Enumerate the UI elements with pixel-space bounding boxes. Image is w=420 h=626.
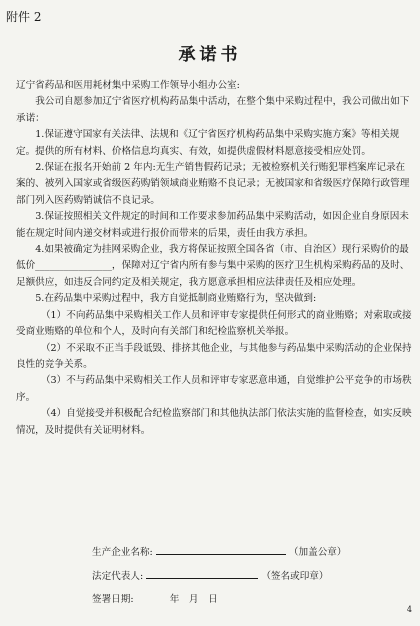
representative-field[interactable] <box>146 567 258 579</box>
commitment-5: 5.在药品集中采购过程中，我方自觉抵制商业贿赂行为，坚决做到: <box>35 293 317 305</box>
date-line <box>92 591 218 605</box>
representative-note: （签名或印章） <box>261 571 329 582</box>
company-label: 生产企业名称: <box>92 547 153 558</box>
commitment-4: 4.如果被确定为挂网采购企业，我方将保证按照全国各省（市、自治区）现行采购价的最低价________________，保障对辽宁省内所有参与集中采购的医疗卫生机构采购药品的及时、足额供应，如违反合同约定及相关规定，我方愿意承担相应法律责任及相应处理。 <box>16 244 410 288</box>
commitment-1: 1.保证遵守国家有关法律、法规和《辽宁省医疗机构药品集中采购实施方案》等相关规定。提供的所有材料、价格信息均真实、有效，如提供虚假材料愿意接受相应处罚。 <box>16 129 400 157</box>
document-body <box>16 78 412 439</box>
document-title: 承诺书 <box>178 45 242 65</box>
recipient-line: 辽宁省药品和医用耗材集中采购工作领导小组办公室: <box>16 80 240 91</box>
company-seal-note: （加盖公章） <box>288 547 347 558</box>
company-signature-line <box>92 543 346 558</box>
sub-item-3: （3）不与药品集中采购相关工作人员和评审专家恶意串通，自觉维护公平竞争的市场秩序。 <box>16 375 412 403</box>
date-label: 签署日期: <box>92 594 134 605</box>
representative-label: 法定代表人: <box>92 571 144 582</box>
attachment-label: 附件 2 <box>6 10 42 24</box>
commitment-2: 2.保证在报名开始前 2 年内:无生产销售假药记录；无被检察机关行贿犯罪档案库记录在案的、被列入国家或省级医药购销领域商业贿赂不良记录；无被国家和省级医疗保障行政管理部门列入医药购销诚信不良记录。 <box>16 162 410 206</box>
intro-paragraph: 我公司自愿参加辽宁省医疗机构药品集中活动，在整个集中采购过程中，我公司做出如下承诺： <box>16 96 410 124</box>
representative-signature-line <box>92 567 328 582</box>
page-number: 4 <box>406 605 412 614</box>
sub-item-1: （1）不向药品集中采购相关工作人员和评审专家提供任何形式的商业贿赂；对索取或接受商业贿赂的单位和个人，及时向有关部门和纪检监察机关举报。 <box>16 309 412 338</box>
sub-item-2: （2）不采取不正当手段诋毁、排挤其他企业，与其他参与药品集中采购活动的企业保持良性的竞争关系。 <box>16 342 412 370</box>
sub-item-4: （4）自觉接受并积极配合纪检监察部门和其他执法部门依法实施的监督检查，如实反映情况，及时提供有关证明材料。 <box>16 408 412 436</box>
date-value: 年 月 日 <box>169 594 218 605</box>
company-name-field[interactable] <box>156 543 286 555</box>
commitment-3: 3.保证按照相关文件规定的时间和工作要求参加药品集中采购活动，如因企业自身原因未能在规定时间内递交材料或进行报价而带来的后果，责任由我方承担。 <box>16 211 409 239</box>
